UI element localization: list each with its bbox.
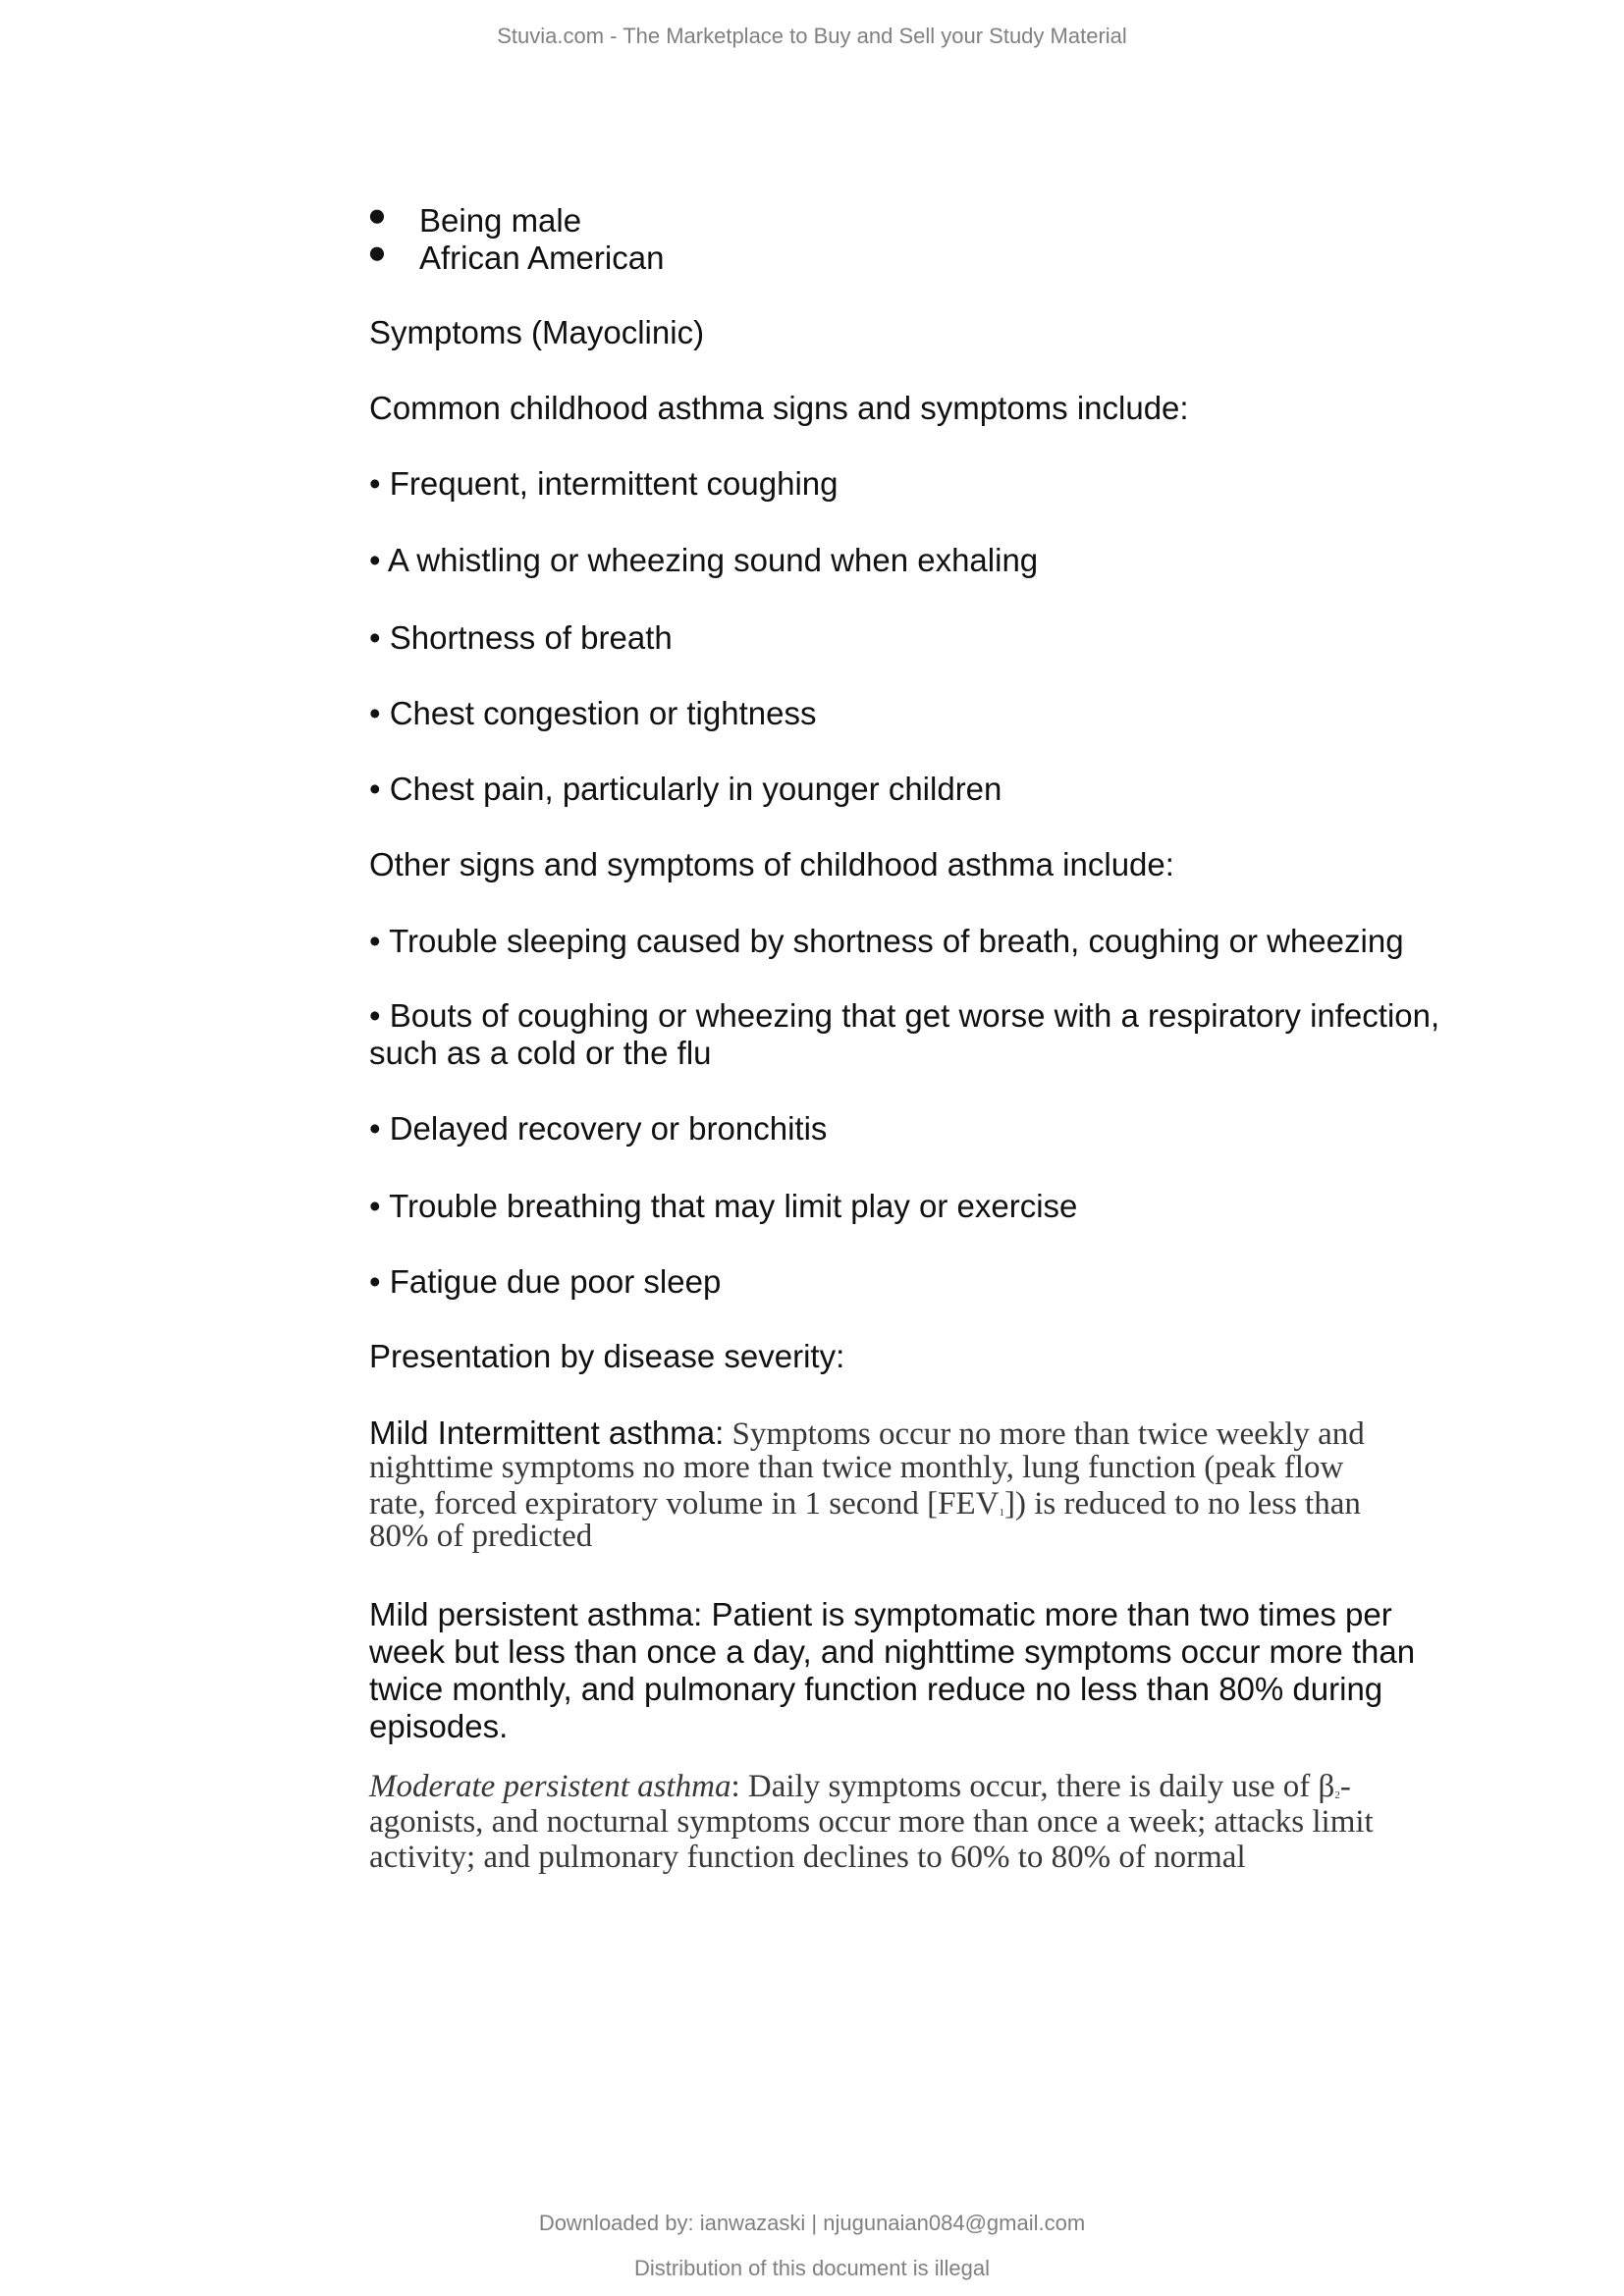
mild-persistent-text: week but less than once a day, and nighttime symptoms occur more than — [369, 1633, 1416, 1670]
list-item: • Delayed recovery or bronchitis — [369, 1110, 828, 1147]
list-item: • Shortness of breath — [369, 619, 673, 656]
list-item: • Trouble sleeping caused by shortness of breath, coughing or wheezing — [369, 923, 1404, 959]
list-item: • Chest pain, particularly in younger children — [369, 771, 1002, 807]
list-item: • Fatigue due poor sleep — [369, 1263, 722, 1300]
mild-intermittent-label: Mild Intermittent asthma: — [369, 1415, 725, 1451]
list-item-continuation: such as a cold or the flu — [369, 1035, 712, 1071]
list-item: • Trouble breathing that may limit play or exercise — [369, 1188, 1078, 1224]
list-item: Being male — [419, 202, 582, 239]
mild-intermittent-paragraph — [369, 1416, 1365, 1451]
bullet-icon: ● — [367, 234, 387, 270]
stuvia-header-watermark: Stuvia.com - The Marketplace to Buy and Sell your Study Material — [497, 24, 1127, 48]
mild-intermittent-text — [369, 1488, 1361, 1521]
list-item: • A whistling or wheezing sound when exhaling — [369, 542, 1039, 578]
mild-persistent-text: Mild persistent asthma: Patient is symptomatic more than two times per — [369, 1596, 1392, 1632]
other-symptoms-intro: Other signs and symptoms of childhood asthma include: — [369, 846, 1174, 882]
beta-subscript: 2 — [1334, 1789, 1340, 1801]
list-item: • Chest congestion or tightness — [369, 695, 817, 731]
fev-subscript: 1 — [999, 1507, 1004, 1519]
text-fragment: ]) is reduced to no less than — [1003, 1486, 1361, 1522]
bullet-icon: ● — [367, 196, 387, 233]
moderate-persistent-label: Moderate persistent asthma — [369, 1769, 731, 1804]
footer-distribution-notice: Distribution of this document is illegal — [634, 2256, 990, 2280]
text-fragment: rate, forced expiratory volume in 1 second [FEV — [369, 1486, 1000, 1522]
moderate-persistent-text: activity; and pulmonary function declines to 60% to 80% of normal — [369, 1840, 1246, 1875]
mild-intermittent-text: 80% of predicted — [369, 1519, 593, 1554]
list-item: • Bouts of coughing or wheezing that get worse with a respiratory infection, — [369, 997, 1440, 1034]
text-fragment: : Daily symptoms occur, there is daily use of β — [731, 1769, 1335, 1804]
section-heading-severity: Presentation by disease severity: — [369, 1338, 845, 1374]
mild-intermittent-text: nighttime symptoms no more than twice monthly, lung function (peak flow — [369, 1450, 1344, 1485]
footer-downloaded-by: Downloaded by: ianwazaski | njugunaian084@gmail.com — [538, 2211, 1086, 2235]
mild-persistent-text: episodes. — [369, 1708, 509, 1744]
section-heading-symptoms: Symptoms (Mayoclinic) — [369, 314, 705, 350]
list-item: African American — [419, 240, 665, 276]
mild-intermittent-text: Symptoms occur no more than twice weekly and — [724, 1416, 1365, 1452]
list-item: • Frequent, intermittent coughing — [369, 465, 839, 502]
moderate-persistent-text: agonists, and nocturnal symptoms occur more than once a week; attacks limit — [369, 1804, 1374, 1840]
common-symptoms-intro: Common childhood asthma signs and symptoms include: — [369, 390, 1189, 426]
moderate-persistent-paragraph — [369, 1771, 1351, 1803]
text-fragment: - — [1339, 1769, 1351, 1804]
mild-persistent-text: twice monthly, and pulmonary function reduce no less than 80% during — [369, 1671, 1383, 1707]
